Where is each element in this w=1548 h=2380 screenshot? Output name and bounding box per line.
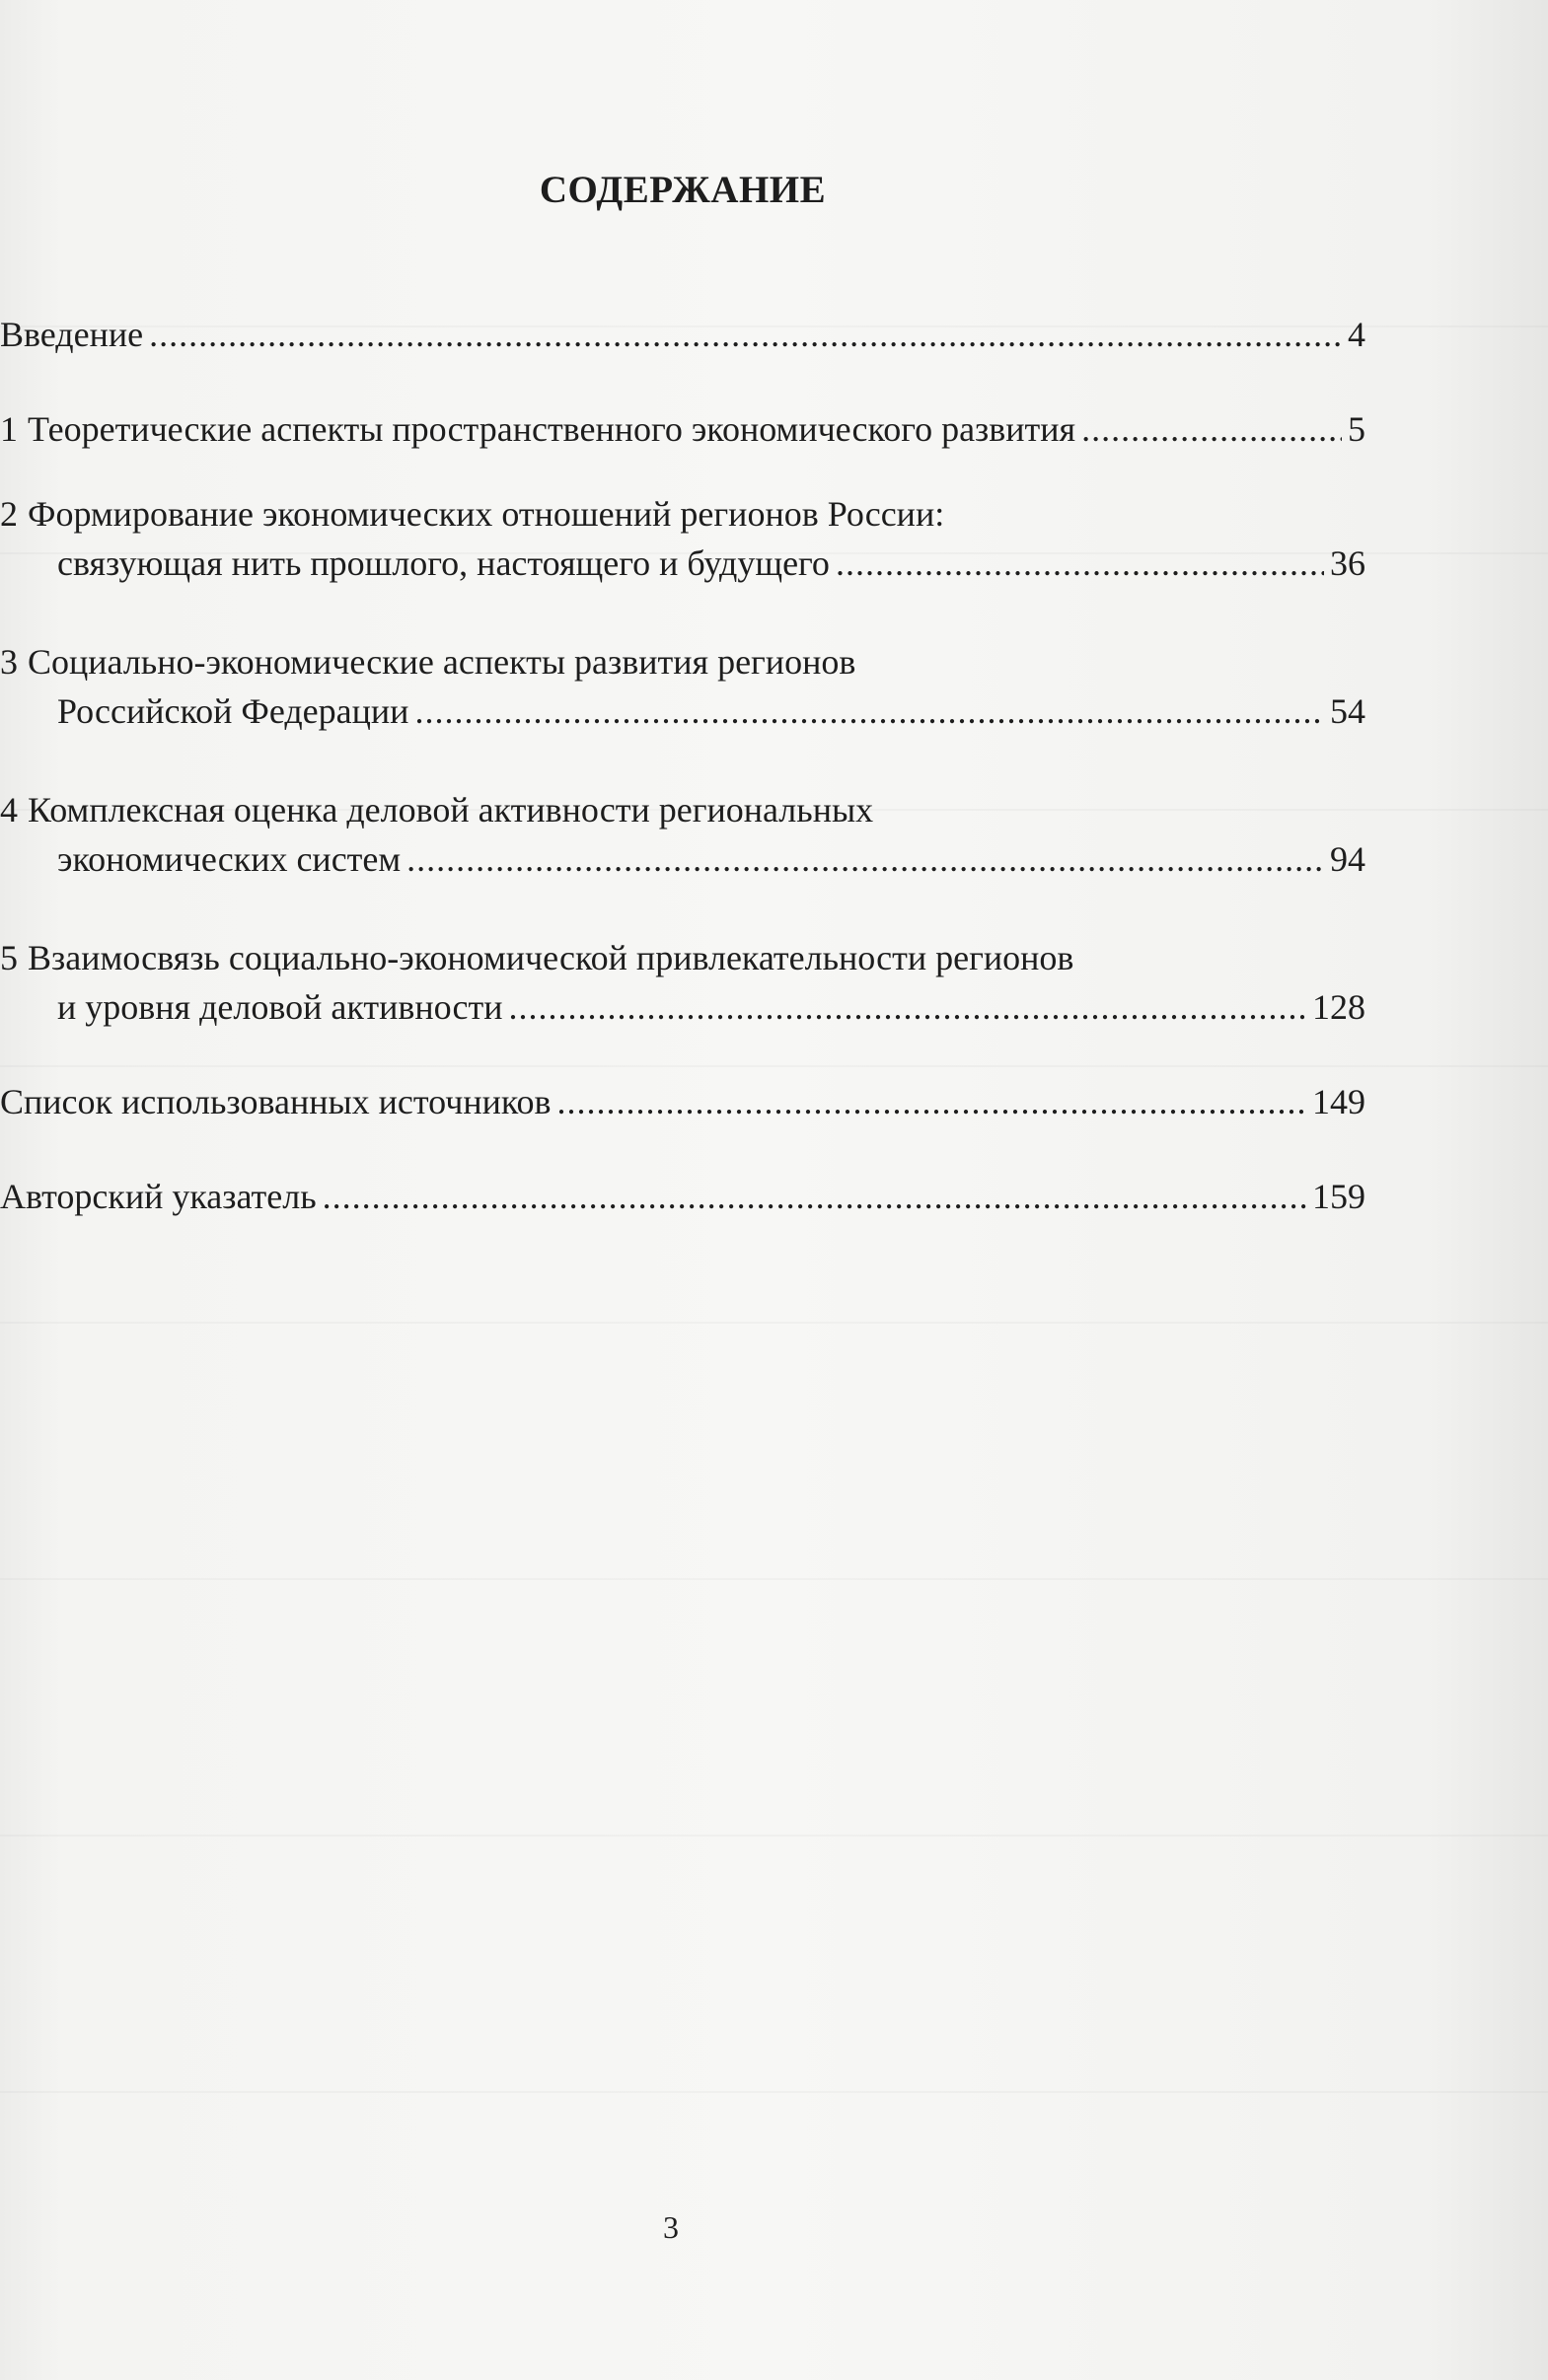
toc-dot-leader: [1081, 404, 1342, 454]
toc-entry-title: Взаимосвязь социально-экономической привлекательности регионов: [28, 938, 1074, 977]
page-title: СОДЕРЖАНИЕ: [539, 169, 827, 211]
toc-entry-chapter-4[interactable]: [0, 785, 1365, 884]
toc-entry-title-continuation: экономических систем: [57, 839, 402, 879]
toc-dot-leader: [149, 310, 1342, 359]
toc-entry-title: Теоретические аспекты пространственного экономического развития: [28, 409, 1076, 449]
toc-entry-references[interactable]: [0, 1077, 1365, 1126]
toc-page-number: 4: [1348, 315, 1365, 354]
toc-entry-chapter-3[interactable]: [0, 637, 1365, 736]
toc-entry-title: Комплексная оценка деловой активности региональных: [28, 790, 874, 829]
toc-entry-title: Введение: [0, 315, 144, 354]
toc-entry-title: Список использованных источников: [0, 1082, 552, 1121]
toc-entry-title: Формирование экономических отношений регионов России:: [28, 494, 945, 534]
toc-chapter-number: 1: [0, 409, 18, 449]
toc-dot-leader: [414, 686, 1324, 736]
toc-chapter-number: 5: [0, 938, 18, 977]
toc-dot-leader: [406, 834, 1324, 884]
toc-entry-title-continuation: Российской Федерации: [57, 691, 409, 731]
toc-page-number: 128: [1312, 987, 1365, 1027]
toc-entry-title-continuation: связующая нить прошлого, настоящего и будущего: [57, 543, 830, 583]
toc-page-number: 5: [1348, 409, 1365, 449]
page-number: 3: [663, 2209, 679, 2245]
toc-entry-author-index[interactable]: [0, 1172, 1365, 1221]
toc-page-number: 149: [1312, 1082, 1365, 1121]
toc-chapter-number: 2: [0, 494, 18, 534]
toc-dot-leader: [557, 1077, 1306, 1126]
bleed-through-line: [0, 1835, 1548, 1837]
toc-chapter-number: 4: [0, 790, 18, 829]
toc-dot-leader: [509, 982, 1307, 1032]
toc-entry-introduction[interactable]: [0, 310, 1365, 359]
toc-page-number: 36: [1330, 543, 1365, 583]
toc-entry-chapter-2[interactable]: [0, 489, 1365, 588]
toc-entry-chapter-1[interactable]: [0, 404, 1365, 454]
toc-entry-title: Социально-экономические аспекты развития регионов: [28, 642, 856, 682]
bleed-through-line: [0, 1578, 1548, 1580]
toc-page-number: 159: [1312, 1177, 1365, 1216]
bleed-through-line: [0, 1065, 1548, 1067]
toc-dot-leader: [323, 1172, 1306, 1221]
toc-entry-title: Авторский указатель: [0, 1177, 317, 1216]
toc-page-number: 54: [1330, 691, 1365, 731]
bleed-through-line: [0, 1322, 1548, 1324]
toc-dot-leader: [836, 539, 1324, 588]
bleed-through-line: [0, 2091, 1548, 2093]
toc-entry-chapter-5[interactable]: [0, 933, 1365, 1032]
toc-entry-title-continuation: и уровня деловой активности: [57, 987, 503, 1027]
toc-page-number: 94: [1330, 839, 1365, 879]
toc-chapter-number: 3: [0, 642, 18, 682]
